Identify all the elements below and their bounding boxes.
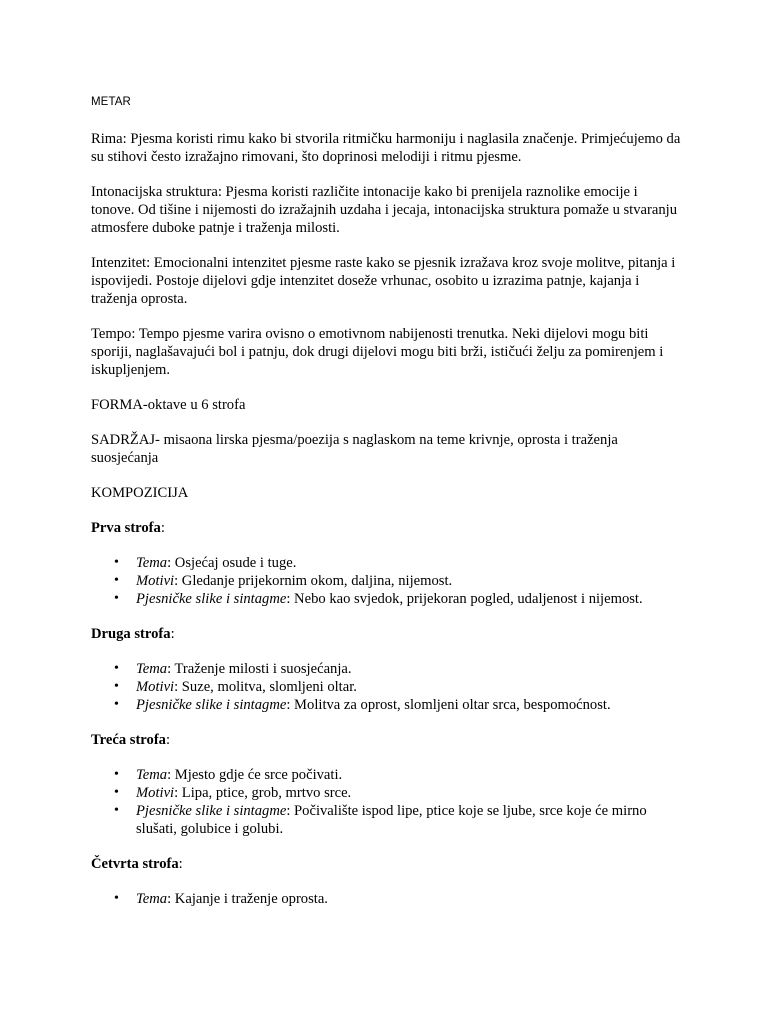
- section-title-colon: :: [160, 520, 165, 536]
- list-item-label: Tema: [136, 767, 168, 783]
- section-title-colon: :: [170, 626, 175, 642]
- bullet-icon: •: [114, 803, 119, 818]
- bullet-icon: •: [114, 591, 119, 606]
- druga-strofa-list: [91, 660, 681, 714]
- list-item: [114, 678, 681, 696]
- section-title-cetvrta-strofa: [91, 855, 681, 873]
- list-item: [114, 696, 681, 714]
- list-item-text: : Lipa, ptice, grob, mrtvo srce.: [174, 785, 352, 801]
- list-item: [114, 784, 681, 802]
- list-item: [114, 802, 681, 838]
- list-item-label: Motivi: [136, 679, 175, 695]
- paragraph-kompozicija: KOMPOZICIJA: [91, 485, 189, 501]
- list-item-label: Motivi: [136, 785, 175, 801]
- list-item: [114, 554, 681, 572]
- section-title-treca-strofa: [91, 731, 681, 749]
- list-item: [114, 660, 681, 678]
- list-item-label: Pjesničke slike i sintagme: [136, 697, 287, 713]
- list-item-text: : Počivalište ispod lipe, ptice koje se ljube, srce koje će mirno slušati, golubice i golubi.: [136, 803, 647, 837]
- section-title-druga-strofa: [91, 625, 681, 643]
- paragraph-rima: Rima: Pjesma koristi rimu kako bi stvorila ritmičku harmoniju i naglasila značenje. Primjećujemo da su stihovi često izražajno rimovani, što doprinosi melodiji i ritmu pjesme.: [91, 131, 681, 165]
- section-title-colon: :: [178, 856, 183, 872]
- list-item-text: : Mjesto gdje će srce počivati.: [167, 767, 343, 783]
- bullet-icon: •: [114, 679, 119, 694]
- list-item-text: : Traženje milosti i suosjećanja.: [167, 661, 352, 677]
- list-item-label: Tema: [136, 891, 168, 907]
- bullet-icon: •: [114, 767, 119, 782]
- paragraph-tempo: Tempo: Tempo pjesme varira ovisno o emotivnom nabijenosti trenutka. Neki dijelovi mogu biti sporiji, naglašavajući bol i patnju, dok drugi dijelovi mogu biti brži, ističući želju za pomirenjem i iskupljenjem.: [91, 326, 664, 378]
- treca-strofa-list: [91, 766, 681, 838]
- bullet-icon: •: [114, 555, 119, 570]
- paragraph-sadrzaj: SADRŽAJ- misaona lirska pjesma/poezija s naglaskom na teme krivnje, oprosta i traženja suosjećanja: [91, 432, 618, 466]
- bullet-icon: •: [114, 891, 119, 906]
- section-title-text: Druga strofa: [91, 626, 171, 642]
- cetvrta-strofa-list: [91, 890, 681, 908]
- section-title-text: Prva strofa: [91, 520, 161, 536]
- list-item-label: Motivi: [136, 573, 175, 589]
- list-item: [114, 590, 681, 608]
- list-item: [114, 572, 681, 590]
- list-item: [114, 766, 681, 784]
- list-item: [114, 890, 681, 908]
- list-item-text: : Nebo kao svjedok, prijekoran pogled, udaljenost i nijemost.: [286, 591, 643, 607]
- paragraph-intonacija: Intonacijska struktura: Pjesma koristi različite intonacije kako bi prenijela raznolike emocije i tonove. Od tišine i nijemosti do izražajnih uzdaha i jecaja, intonacijska struktura pomaže u stvaranju atmosfere duboke patnje i traženja milosti.: [91, 184, 678, 236]
- bullet-icon: •: [114, 697, 119, 712]
- section-title-prva-strofa: [91, 519, 681, 537]
- bullet-icon: •: [114, 573, 119, 588]
- list-item-text: : Kajanje i traženje oprosta.: [167, 891, 328, 907]
- bullet-icon: •: [114, 661, 119, 676]
- document-page: [91, 94, 681, 925]
- prva-strofa-list: [91, 554, 681, 608]
- list-item-label: Pjesničke slike i sintagme: [136, 591, 287, 607]
- list-item-label: Pjesničke slike i sintagme: [136, 803, 287, 819]
- list-item-label: Tema: [136, 661, 168, 677]
- bullet-icon: •: [114, 785, 119, 800]
- document-heading: METAR: [91, 96, 131, 108]
- section-title-colon: :: [165, 732, 171, 748]
- list-item-label: Tema: [136, 555, 168, 571]
- section-title-text: Treća strofa: [91, 732, 166, 748]
- list-item-text: : Suze, molitva, slomljeni oltar.: [174, 679, 357, 695]
- paragraph-intenzitet: Intenzitet: Emocionalni intenzitet pjesme raste kako se pjesnik izražava kroz svoje molitve, pitanja i ispovijedi. Postoje dijelovi gdje intenzitet doseže vrhunac, osobito u izrazima patnje, kajanja i traženja oprosta.: [91, 255, 676, 307]
- section-title-text: Četvrta strofa: [91, 856, 179, 872]
- list-item-text: : Gledanje prijekornim okom, daljina, nijemost.: [174, 573, 453, 589]
- paragraph-forma: FORMA-oktave u 6 strofa: [91, 397, 246, 413]
- list-item-text: : Osjećaj osude i tuge.: [167, 555, 297, 571]
- list-item-text: : Molitva za oprost, slomljeni oltar srca, bespomoćnost.: [286, 697, 611, 713]
